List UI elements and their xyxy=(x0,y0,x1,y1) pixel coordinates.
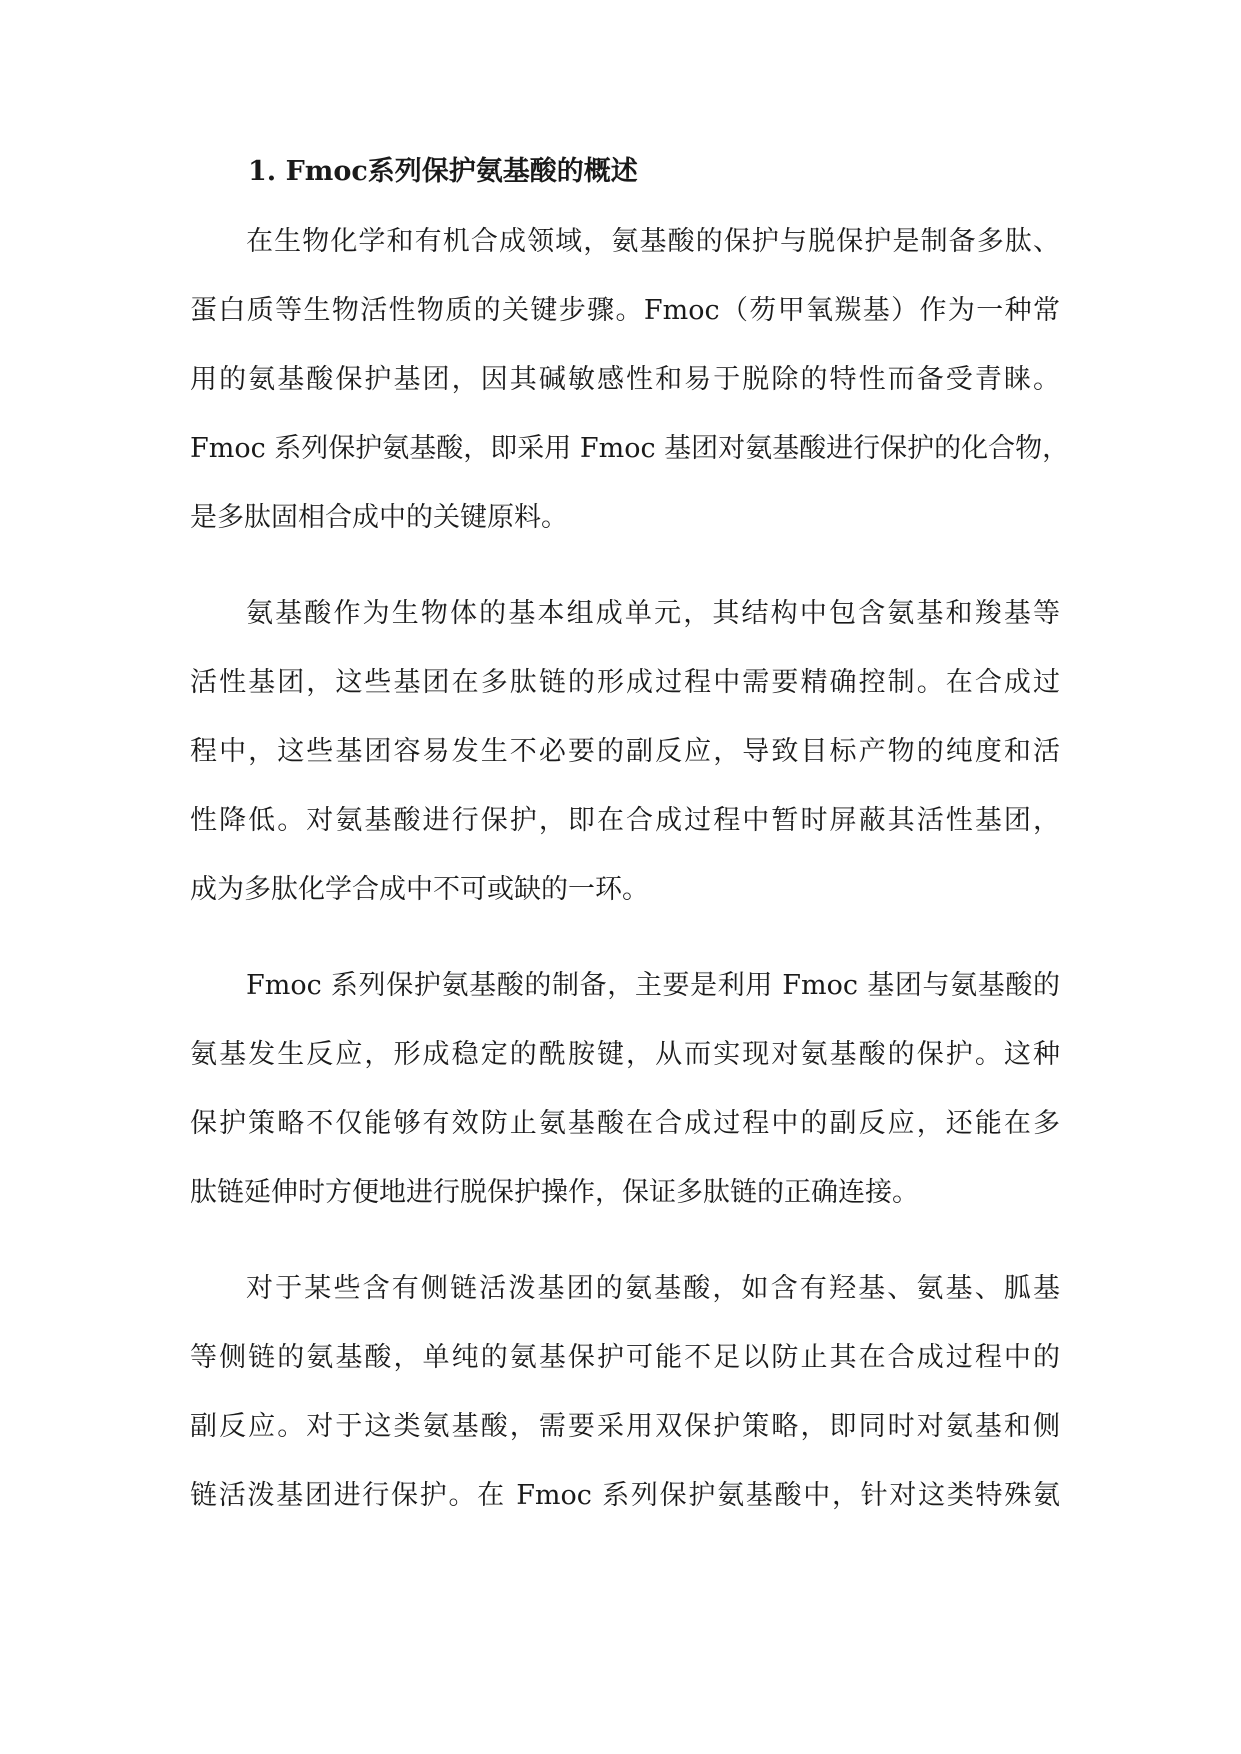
paragraph-line: 是多肽固相合成中的关键原料。 xyxy=(190,502,568,533)
section-heading: 1. Fmoc系列保护氨基酸的概述 xyxy=(248,156,638,187)
paragraph-line: 肽链延伸时方便地进行脱保护操作，保证多肽链的正确连接。 xyxy=(190,1177,919,1208)
paragraph-line: 保护策略不仅能够有效防止氨基酸在合成过程中的副反应，还能在多 xyxy=(190,1108,1060,1139)
paragraph-line: 对于某些含有侧链活泼基团的氨基酸，如含有羟基、氨基、胍基 xyxy=(246,1273,1060,1304)
paragraph-line: 等侧链的氨基酸，单纯的氨基保护可能不足以防止其在合成过程中的 xyxy=(190,1342,1060,1373)
paragraph-line: 性降低。对氨基酸进行保护，即在合成过程中暂时屏蔽其活性基团， xyxy=(190,805,1060,836)
paragraph-line: 氨基酸作为生物体的基本组成单元，其结构中包含氨基和羧基等 xyxy=(246,598,1060,629)
paragraph-line: 用的氨基酸保护基团，因其碱敏感性和易于脱除的特性而备受青睐。 xyxy=(190,364,1060,395)
paragraph-line: 程中，这些基团容易发生不必要的副反应，导致目标产物的纯度和活 xyxy=(190,736,1060,767)
paragraph-line: 副反应。对于这类氨基酸，需要采用双保护策略，即同时对氨基和侧 xyxy=(190,1411,1060,1442)
paragraph-line: 成为多肽化学合成中不可或缺的一环。 xyxy=(190,874,649,905)
paragraph-line: 氨基发生反应，形成稳定的酰胺键，从而实现对氨基酸的保护。这种 xyxy=(190,1039,1060,1070)
paragraph-line: 链活泼基团进行保护。在 Fmoc 系列保护氨基酸中，针对这类特殊氨 xyxy=(190,1480,1060,1511)
paragraph-line: 活性基团，这些基团在多肽链的形成过程中需要精确控制。在合成过 xyxy=(190,667,1060,698)
paragraph-line: Fmoc 系列保护氨基酸，即采用 Fmoc 基团对氨基酸进行保护的化合物， xyxy=(190,433,1070,464)
paragraph-line: 在生物化学和有机合成领域，氨基酸的保护与脱保护是制备多肽、 xyxy=(246,226,1060,257)
paragraph-line: Fmoc 系列保护氨基酸的制备，主要是利用 Fmoc 基团与氨基酸的 xyxy=(246,970,1060,1001)
paragraph-line: 蛋白质等生物活性物质的关键步骤。Fmoc（芴甲氧羰基）作为一种常 xyxy=(190,295,1060,326)
